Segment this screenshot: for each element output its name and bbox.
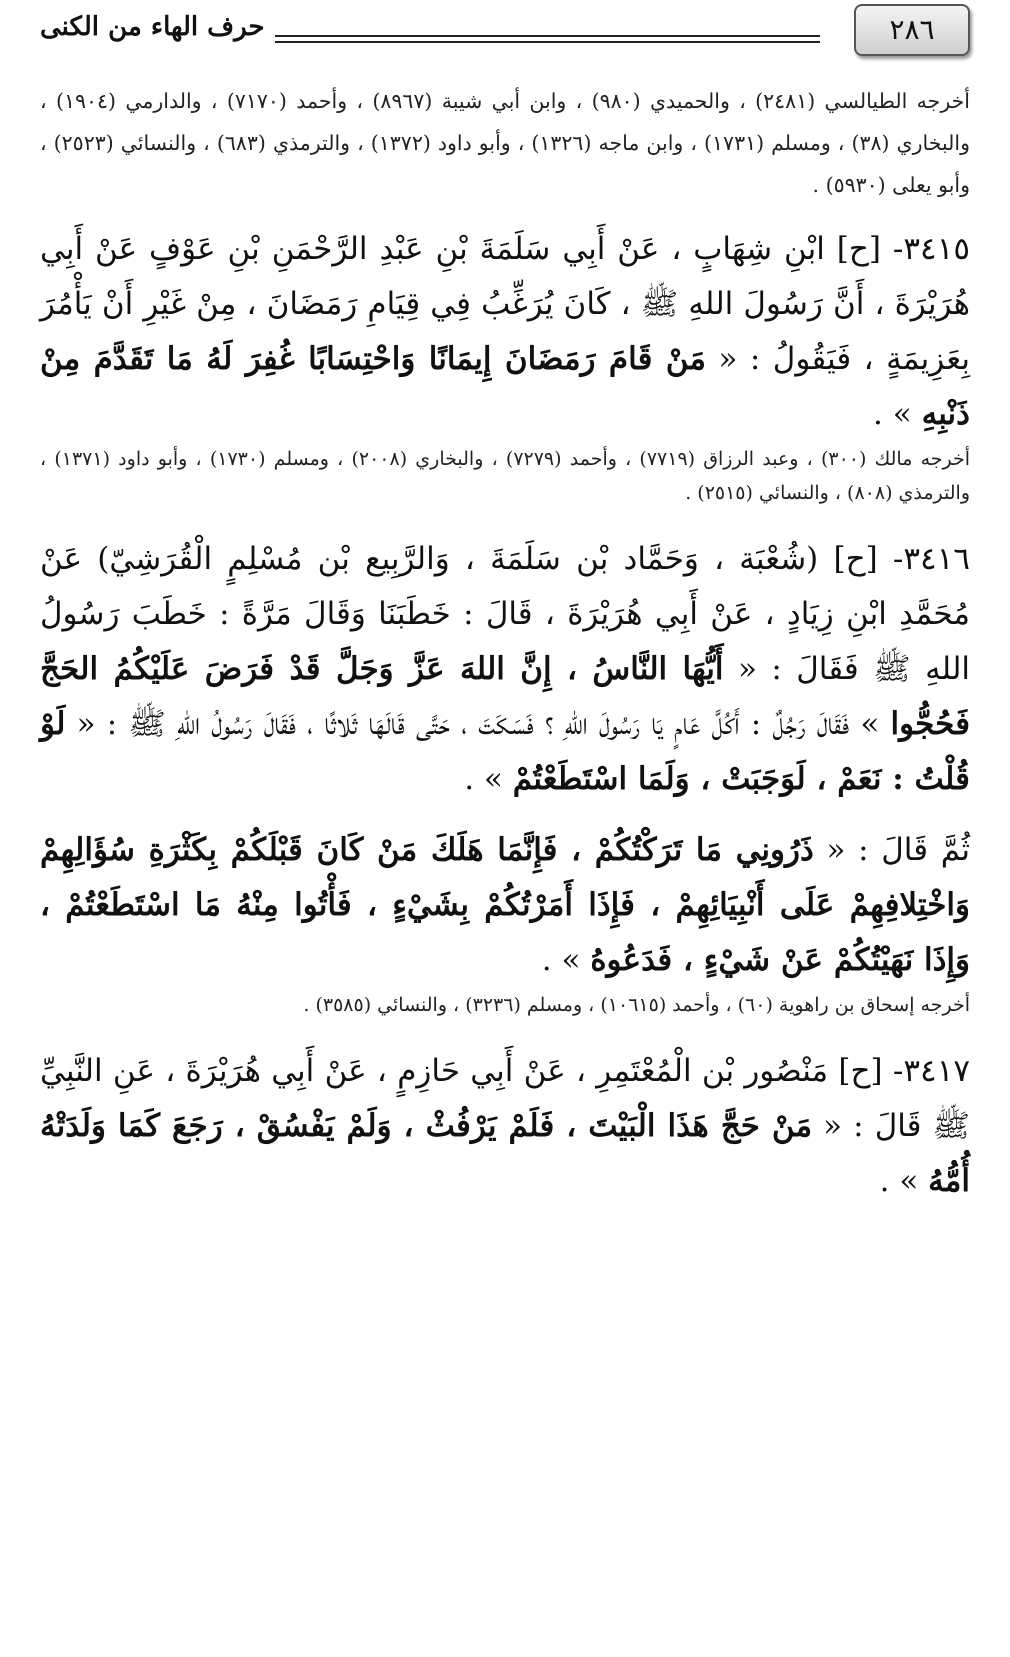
hadith-3415-text: مَنْ قَامَ رَمَضَانَ إِيمَانًا وَاحْتِسَابًا غُفِرَ لَهُ مَا تَقَدَّمَ مِنْ ذَنْبِهِ: [40, 341, 970, 432]
hadith-3416-cont-intro: ثُمَّ قَالَ : «: [826, 832, 970, 868]
running-title: حرف الهاء من الكنى: [40, 12, 265, 42]
spacer: [40, 206, 970, 222]
hadith-3417: [40, 1044, 970, 1209]
hadith-3416-text-1: أَيُّهَا النَّاسُ ، إِنَّ اللهَ عَزَّ وَجَلَّ قَدْ فَرَضَ عَلَيْكُمُ الحَجَّ فَحُجُّوا: [40, 651, 971, 742]
page-number-badge: ٢٨٦: [854, 4, 970, 56]
hadith-3416-text-2: لَوْ قُلْتُ : نَعَمْ ، لَوَجَبَتْ ، وَلَمَا اسْتَطَعْتُمْ: [40, 706, 970, 797]
spacer: [40, 1022, 970, 1044]
hadith-3415: [40, 222, 970, 442]
hadith-3416: [40, 532, 970, 807]
hadith-3416-narration: » فَقَالَ رَجُلٌ : أَكُلَّ عَامٍ يَا رَسُولَ اللهِ ؟ فَسَكَتَ ، حَتَّى قَالَهَا ثَلاثًا ، فَقَالَ رَسُولُ اللهِ ﷺ : «: [76, 706, 880, 742]
page-content: [40, 80, 970, 1209]
hadith-3416-text-3: ذَرُونِي مَا تَرَكْتُكُمْ ، فَإِنَّمَا هَلَكَ مَنْ كَانَ قَبْلَكُمْ بِكَثْرَةِ سُؤَالِهِمْ وَاخْتِلافِهِمْ عَلَى أَنْبِيَائِهِمْ ، فَإِذَا أَمَرْتُكُمْ بِشَيْءٍ ، فَأْتُوا مِنْهُ مَا اسْتَطَعْتُمْ ، وَإِذَا نَهَيْتُكُمْ عَنْ شَيْءٍ ، فَدَعُوهُ: [40, 832, 970, 978]
hadith-3416-continued: [40, 823, 970, 988]
hadith-3417-chain: ٣٤١٧- [ح] مَنْصُور بْن الْمُعْتَمِرِ ، عَنْ أَبِي حَازِمٍ ، عَنْ أَبِي هُرَيْرَةَ ، عَنِ النَّبِيِّ ﷺ قَالَ : «: [40, 1053, 970, 1144]
hadith-3417-close: » .: [879, 1163, 919, 1199]
spacer: [40, 510, 970, 532]
hadith-3417-text: مَنْ حَجَّ هَذَا الْبَيْتَ ، فَلَمْ يَرْفُثْ ، وَلَمْ يَفْسُقْ ، رَجَعَ كَمَا وَلَدَتْهُ أُمُّهُ: [40, 1108, 970, 1199]
reference-3414: أخرجه الطيالسي (٢٤٨١) ، والحميدي (٩٨٠) ، وابن أبي شيبة (٨٩٦٧) ، وأحمد (٧١٧٠) ، والدارمي (١٩٠٤) ، والبخاري (٣٨) ، ومسلم (١٧٣١) ، وابن ماجه (١٣٢٦) ، وأبو داود (١٣٧٢) ، والترمذي (٦٨٣) ، والنسائي (٢٥٢٣) ، وأبو يعلى (٥٩٣٠) .: [40, 89, 971, 197]
hadith-3416-close-2: » .: [541, 942, 581, 978]
page-header: [0, 0, 1010, 70]
reference-3415: أخرجه مالك (٣٠٠) ، وعبد الرزاق (٧٧١٩) ، وأحمد (٧٢٧٩) ، والبخاري (٢٠٠٨) ، ومسلم (١٧٣٠) ، وأبو داود (١٣٧١) ، والترمذي (٨٠٨) ، والنسائي (٢٥١٥) .: [40, 448, 971, 504]
hadith-3416-close-1: » .: [464, 761, 503, 797]
reference-3416: أخرجه إسحاق بن راهوية (٦٠) ، وأحمد (١٠٦١٥) ، ومسلم (٣٢٣٦) ، والنسائي (٣٥٨٥) .: [303, 994, 970, 1016]
spacer: [40, 807, 970, 823]
header-rule: [275, 35, 820, 43]
hadith-3416-chain: ٣٤١٦- [ح] (شُعْبَة ، وَحَمَّاد بْن سَلَمَةَ ، وَالرَّبِيع بْن مُسْلِمٍ الْقُرَشِيّ) عَنْ مُحَمَّدِ ابْنِ زِيَادٍ ، عَنْ أَبِي هُرَيْرَةَ ، قَالَ : خَطَبَنَا وَقَالَ مَرَّةً : خَطَبَ رَسُولُ اللهِ ﷺ فَقَالَ : «: [40, 541, 971, 687]
hadith-3415-chain: ٣٤١٥- [ح] ابْنِ شِهَابٍ ، عَنْ أَبِي سَلَمَةَ بْنِ عَبْدِ الرَّحْمَنِ بْنِ عَوْفٍ عَنْ أَبِي هُرَيْرَةَ ، أَنَّ رَسُولَ اللهِ ﷺ ، كَانَ يُرَغِّبُ فِي قِيَامِ رَمَضَانَ ، مِنْ غَيْرِ أَنْ يَأْمُرَ بِعَزِيمَةٍ ، فَيَقُولُ : «: [40, 231, 970, 377]
hadith-3415-close: » .: [873, 396, 912, 432]
